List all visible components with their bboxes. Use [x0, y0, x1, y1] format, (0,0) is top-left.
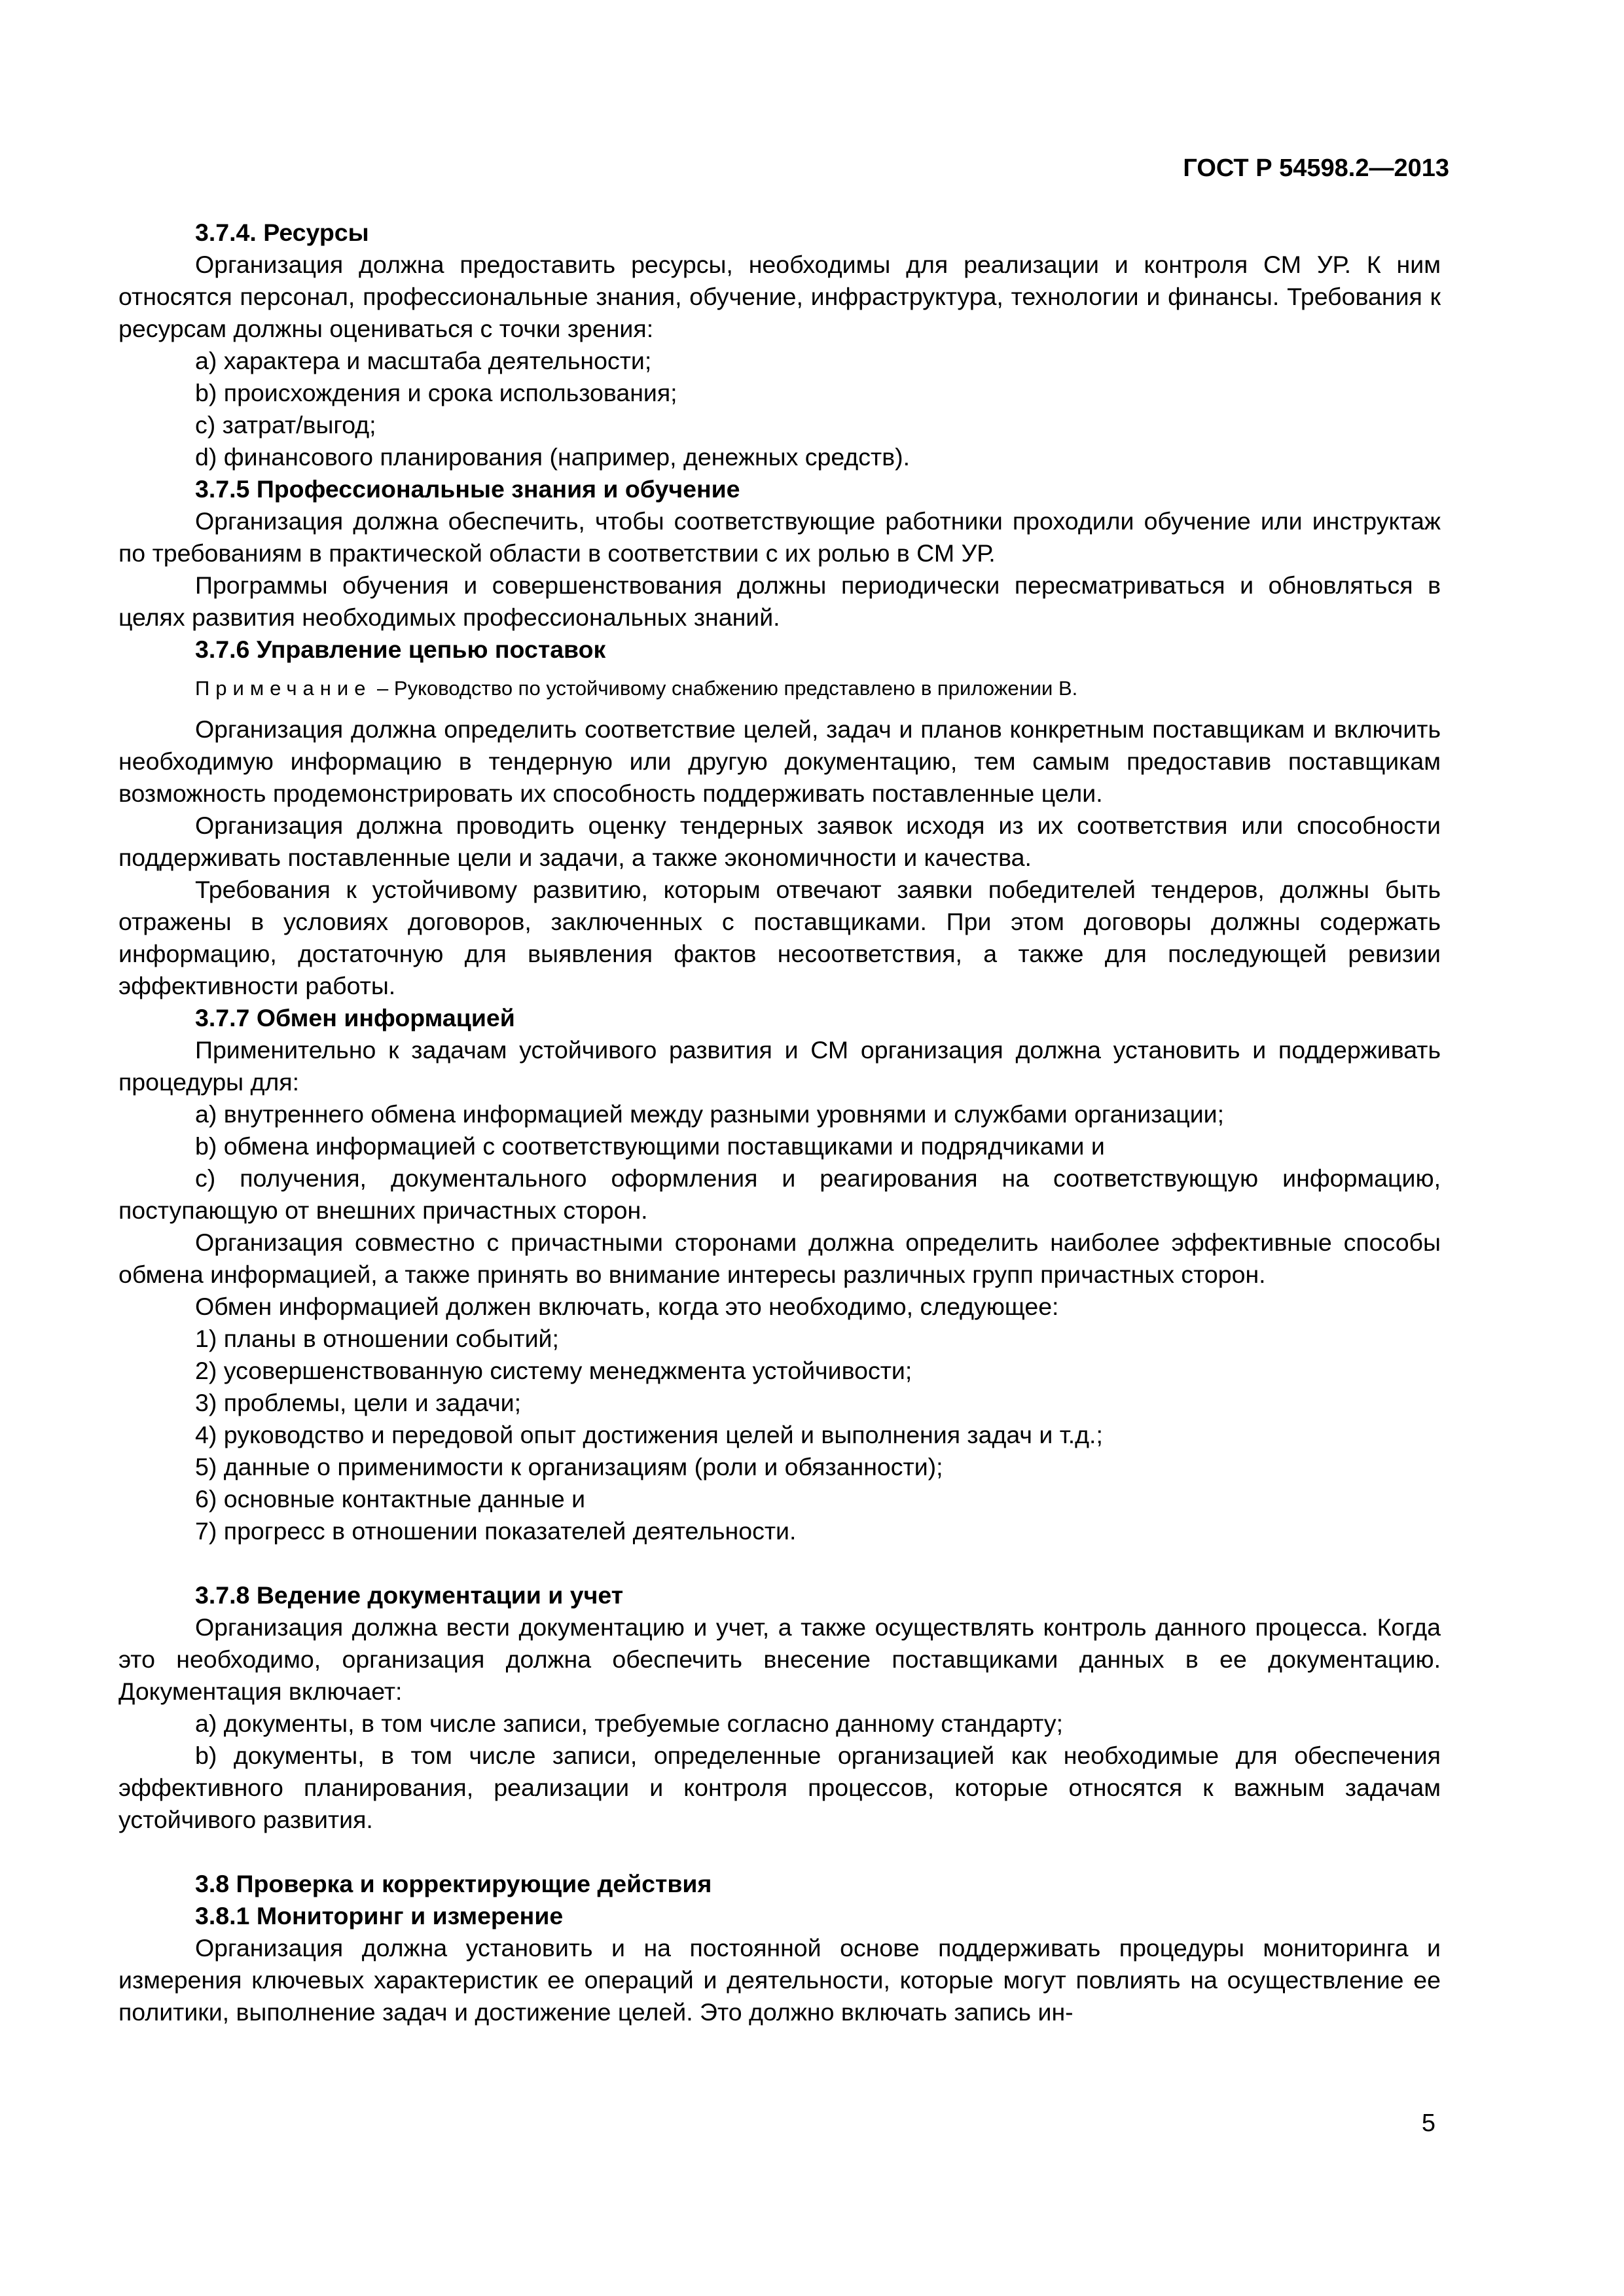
section-heading-3-7-6: 3.7.6 Управление цепью поставок [195, 636, 606, 663]
list-item: 4) руководство и передовой опыт достижения целей и выполнения задач и т.д.; [195, 1421, 1103, 1448]
paragraph: Организация должна предоставить ресурсы, необходимы для реализации и контроля СМ УР. К ним относятся персонал, профессиональные знания, обучение, инфраструктура, технологии и финансы. Требования к ресурсам должны оцениваться с точки зрения: [118, 251, 1441, 342]
list-item: a) внутреннего обмена информацией между разными уровнями и службами организации; [195, 1100, 1225, 1128]
paragraph: Организация должна установить и на постоянной основе поддерживать процедуры мониторинга и измерения ключевых характеристик ее операций и деятельности, которые могут повлиять на осуществление ее политики, выполнение задач и достижение целей. Это должно включать запись ин- [118, 1934, 1441, 2026]
list-item: 5) данные о применимости к организациям (роли и обязанности); [195, 1453, 943, 1480]
list-item: a) характера и масштаба деятельности; [195, 347, 652, 374]
section-heading-3-7-4: 3.7.4. Ресурсы [195, 219, 369, 246]
list-item: b) документы, в том числе записи, определенные организацией как необходимые для обеспечения эффективного планирования, реализации и контроля процессов, которые относятся к важным задачам устойчивого развития. [118, 1742, 1441, 1833]
list-item: 1) планы в отношении событий; [195, 1325, 559, 1352]
page-number: 5 [1421, 2109, 1435, 2137]
paragraph: Обмен информацией должен включать, когда это необходимо, следующее: [195, 1293, 1059, 1320]
list-item: b) обмена информацией с соответствующими поставщиками и подрядчиками и [195, 1132, 1105, 1160]
section-heading-3-7-5: 3.7.5 Профессиональные знания и обучение [195, 475, 740, 503]
section-heading-3-7-7: 3.7.7 Обмен информацией [195, 1004, 515, 1031]
paragraph: Применительно к задачам устойчивого развития и СМ организация должна установить и поддерживать процедуры для: [118, 1036, 1441, 1096]
list-item: a) документы, в том числе записи, требуемые согласно данному стандарту; [195, 1710, 1063, 1737]
paragraph: Требования к устойчивому развитию, которым отвечают заявки победителей тендеров, должны быть отражены в условиях договоров, заключенных с поставщиками. При этом договоры должны содержать информацию, достаточную для выявления фактов несоответствия, а также для последующей ревизии эффективности работы. [118, 876, 1441, 999]
paragraph: Организация должна определить соответствие целей, задач и планов конкретным поставщикам и включить необходимую информацию в тендерную или другую документацию, тем самым предоставив поставщикам возможность продемонстрировать их способность поддерживать поставленные цели. [118, 715, 1441, 807]
list-item: 3) проблемы, цели и задачи; [195, 1389, 522, 1416]
list-item: d) финансового планирования (например, денежных средств). [195, 443, 911, 471]
list-item: 2) усовершенствованную систему менеджмента устойчивости; [195, 1357, 912, 1384]
note [118, 672, 1441, 704]
list-item: c) получения, документального оформления и реагирования на соответствующую информацию, поступающую от внешних причастных сторон. [118, 1164, 1441, 1224]
list-item: 6) основные контактные данные и [195, 1485, 586, 1513]
note-label: Примечание [195, 677, 372, 700]
list-item: c) затрат/выгод; [195, 411, 376, 439]
list-item: b) происхождения и срока использования; [195, 379, 677, 406]
section-heading-3-7-8: 3.7.8 Ведение документации и учет [195, 1581, 624, 1609]
paragraph: Организация должна вести документацию и учет, а также осуществлять контроль данного процесса. Когда это необходимо, организация должна обеспечить внесение поставщиками данных в ее документацию. Документация включает: [118, 1613, 1441, 1705]
list-item: 7) прогресс в отношении показателей деятельности. [195, 1517, 797, 1545]
paragraph: Организация должна проводить оценку тендерных заявок исходя из их соответствия или способности поддерживать поставленные цели и задачи, а также экономичности и качества. [118, 812, 1441, 871]
paragraph: Организация совместно с причастными сторонами должна определить наиболее эффективные способы обмена информацией, а также принять во внимание интересы различных групп причастных сторон. [118, 1229, 1441, 1288]
note-text: – Руководство по устойчивому снабжению представлено в приложении В. [371, 677, 1078, 700]
paragraph: Программы обучения и совершенствования должны периодически пересматриваться и обновляться в целях развития необходимых профессиональных знаний. [118, 571, 1441, 631]
section-heading-3-8-1: 3.8.1 Мониторинг и измерение [195, 1902, 564, 1929]
document-body [118, 217, 1441, 2028]
document-code: ГОСТ Р 54598.2—2013 [1183, 154, 1449, 182]
paragraph: Организация должна обеспечить, чтобы соответствующие работники проходили обучение или инструктаж по требованиям в практической области в соответствии с их ролью в СМ УР. [118, 507, 1441, 567]
section-heading-3-8: 3.8 Проверка и корректирующие действия [195, 1870, 712, 1897]
